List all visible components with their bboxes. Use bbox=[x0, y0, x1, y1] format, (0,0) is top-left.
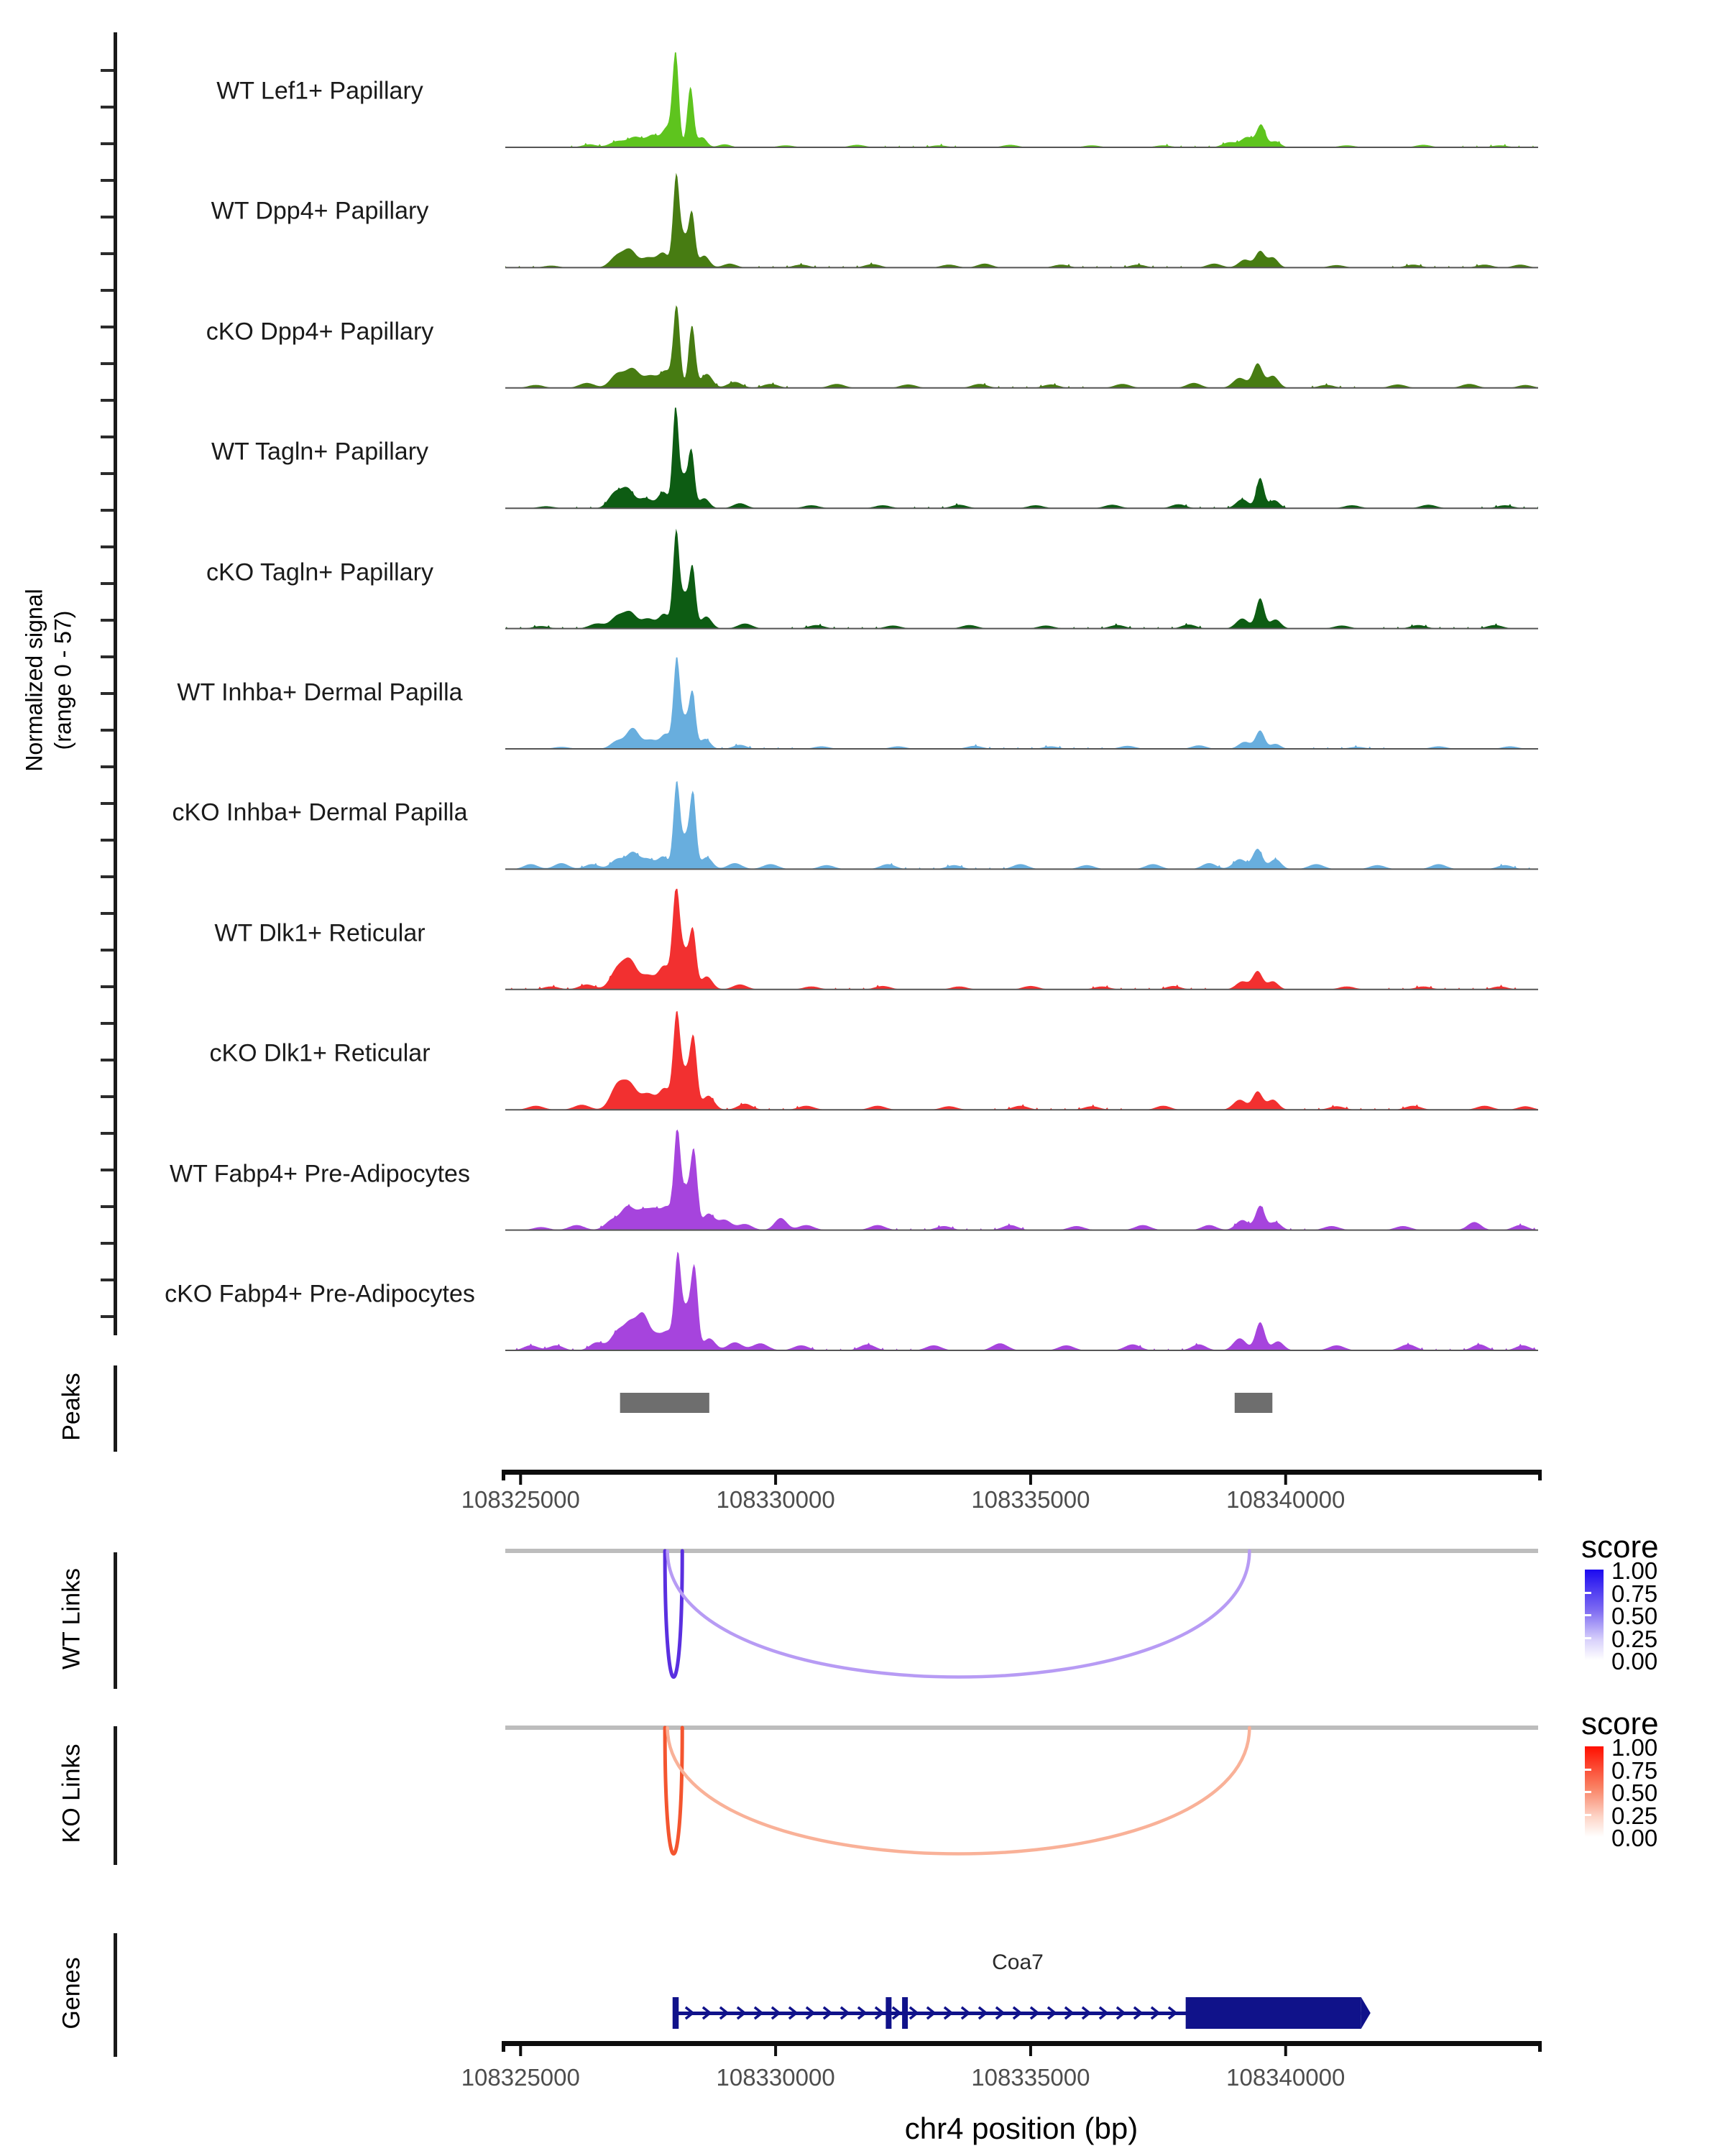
coverage-axis-tick bbox=[101, 326, 114, 328]
coverage-axis-tick bbox=[101, 509, 114, 512]
legend-tick-label: 0.50 bbox=[1611, 1603, 1658, 1629]
track-label-5: cKO Tagln+ Papillary bbox=[206, 558, 433, 586]
coverage-axis-tick bbox=[101, 985, 114, 988]
coverage-axis-tick bbox=[101, 252, 114, 255]
track-label-4: WT Tagln+ Papillary bbox=[211, 438, 429, 466]
link-arc-2 bbox=[668, 1728, 1250, 1854]
x-axis-endcap bbox=[1538, 2041, 1542, 2052]
gene-exon-tick bbox=[673, 1997, 679, 2029]
ko-legend-colorbar bbox=[1585, 1746, 1604, 1837]
peak-rect-1 bbox=[620, 1393, 709, 1413]
x-axis-tick bbox=[519, 2046, 522, 2056]
x-axis-bar bbox=[502, 2041, 1542, 2046]
coverage-area-9 bbox=[505, 1011, 1538, 1110]
link-arc-1 bbox=[665, 1728, 682, 1854]
x-axis-tick bbox=[1029, 1475, 1032, 1485]
x-axis-endcap bbox=[502, 2041, 505, 2052]
coverage-axis-tick bbox=[101, 1059, 114, 1061]
coverage-axis-tick bbox=[101, 692, 114, 695]
coverage-axis-tick bbox=[101, 839, 114, 842]
gene-utr-box bbox=[1186, 1997, 1361, 2029]
coverage-axis-tick bbox=[101, 179, 114, 182]
x-tick-label: 108325000 bbox=[461, 1486, 580, 1513]
x-axis-tick bbox=[519, 1475, 522, 1485]
coverage-axis-tick bbox=[101, 69, 114, 72]
y-axis-label-line1: Normalized signal bbox=[21, 589, 47, 772]
coverage-axis-tick bbox=[101, 1315, 114, 1318]
coverage-axis-tick bbox=[101, 765, 114, 768]
gene-strand-arrow-tip bbox=[1361, 1997, 1371, 2029]
coverage-axis-tick bbox=[101, 399, 114, 402]
legend-tick-label: 0.50 bbox=[1611, 1779, 1658, 1806]
legend-tick-mark bbox=[1585, 1814, 1591, 1816]
wt-legend-colorbar bbox=[1585, 1570, 1604, 1660]
x-axis-tick bbox=[1029, 2046, 1032, 2056]
coverage-axis-tick bbox=[101, 729, 114, 732]
x-axis-tick bbox=[774, 2046, 777, 2056]
panel-label-peaks: Peaks bbox=[58, 1373, 86, 1441]
coverage-area-3 bbox=[505, 305, 1538, 388]
coverage-axis-tick bbox=[101, 545, 114, 548]
x-tick-label: 108340000 bbox=[1226, 2064, 1346, 2091]
legend-tick-label: 0.75 bbox=[1611, 1580, 1658, 1607]
coverage-area-4 bbox=[505, 407, 1538, 508]
coverage-area-1 bbox=[505, 52, 1538, 147]
peaks-panel-spine bbox=[114, 1365, 117, 1452]
coverage-area-8 bbox=[505, 889, 1538, 990]
ko-links-panel-spine bbox=[114, 1726, 117, 1865]
link-arc-2 bbox=[668, 1551, 1250, 1677]
coverage-axis-tick bbox=[101, 619, 114, 622]
wt-links-panel-spine bbox=[114, 1552, 117, 1689]
x-axis-endcap bbox=[502, 1470, 505, 1480]
coverage-axis-spine bbox=[114, 32, 117, 1335]
x-axis-title: chr4 position (bp) bbox=[904, 2111, 1138, 2145]
legend-tick-mark bbox=[1585, 1637, 1591, 1639]
coverage-axis-tick bbox=[101, 472, 114, 475]
legend-tick-mark bbox=[1585, 1592, 1591, 1594]
x-tick-label: 108330000 bbox=[716, 2064, 835, 2091]
coverage-axis-tick bbox=[101, 582, 114, 585]
track-label-2: WT Dpp4+ Papillary bbox=[211, 197, 429, 225]
coverage-axis-tick bbox=[101, 362, 114, 365]
coverage-area-2 bbox=[505, 173, 1538, 268]
coverage-axis-tick bbox=[101, 949, 114, 952]
coverage-axis-tick bbox=[101, 1132, 114, 1135]
track-label-9: cKO Dlk1+ Reticular bbox=[209, 1039, 431, 1067]
panel-label-ko-links: KO Links bbox=[58, 1743, 86, 1843]
coverage-area-10 bbox=[505, 1130, 1538, 1230]
coverage-axis-tick bbox=[101, 1205, 114, 1208]
wt-legend-title: score bbox=[1581, 1529, 1659, 1565]
coverage-axis-tick bbox=[101, 655, 114, 658]
gene-name: Coa7 bbox=[992, 1950, 1044, 1974]
coverage-area-5 bbox=[505, 529, 1538, 629]
coverage-area-7 bbox=[505, 781, 1538, 869]
coverage-axis-tick bbox=[101, 216, 114, 218]
coverage-axis-tick bbox=[101, 289, 114, 292]
x-tick-label: 108335000 bbox=[971, 2064, 1090, 2091]
x-tick-label: 108330000 bbox=[716, 1486, 835, 1513]
coverage-axis-tick bbox=[101, 142, 114, 145]
x-axis-tick bbox=[1284, 2046, 1287, 2056]
genes-panel-spine bbox=[114, 1933, 117, 2057]
coverage-axis-tick bbox=[101, 1242, 114, 1245]
legend-tick-label: 0.00 bbox=[1611, 1825, 1658, 1851]
peak-rect-2 bbox=[1235, 1393, 1273, 1413]
y-axis-label-line2: (range 0 - 57) bbox=[50, 610, 76, 750]
gene-exon-tick bbox=[902, 1997, 908, 2029]
legend-tick-label: 0.25 bbox=[1611, 1802, 1658, 1829]
x-tick-label: 108340000 bbox=[1226, 1486, 1346, 1513]
coverage-axis-tick bbox=[101, 912, 114, 915]
coverage-axis-tick bbox=[101, 436, 114, 438]
x-tick-label: 108335000 bbox=[971, 1486, 1090, 1513]
legend-tick-label: 0.00 bbox=[1611, 1648, 1658, 1674]
legend-tick-mark bbox=[1585, 1769, 1591, 1771]
legend-tick-mark bbox=[1585, 1791, 1591, 1793]
x-axis-bar bbox=[502, 1470, 1542, 1475]
legend-tick-label: 0.25 bbox=[1611, 1625, 1658, 1652]
panel-label-wt-links: WT Links bbox=[58, 1567, 86, 1670]
legend-tick-label: 1.00 bbox=[1611, 1734, 1658, 1761]
x-axis-endcap bbox=[1538, 1470, 1542, 1480]
track-label-11: cKO Fabp4+ Pre-Adipocytes bbox=[165, 1280, 475, 1308]
track-label-8: WT Dlk1+ Reticular bbox=[214, 919, 426, 947]
gene-exon-tick bbox=[886, 1997, 891, 2029]
ko-legend-title: score bbox=[1581, 1706, 1659, 1741]
coverage-area-6 bbox=[505, 658, 1538, 749]
x-tick-label: 108325000 bbox=[461, 2064, 580, 2091]
legend-tick-label: 1.00 bbox=[1611, 1557, 1658, 1584]
coverage-axis-tick bbox=[101, 1279, 114, 1281]
coverage-axis-tick bbox=[101, 1022, 114, 1025]
coverage-axis-tick bbox=[101, 1169, 114, 1171]
track-label-7: cKO Inhba+ Dermal Papilla bbox=[172, 798, 468, 826]
coverage-area-11 bbox=[505, 1252, 1538, 1350]
track-label-3: cKO Dpp4+ Papillary bbox=[206, 318, 434, 346]
track-label-6: WT Inhba+ Dermal Papilla bbox=[177, 678, 463, 706]
panel-label-genes: Genes bbox=[58, 1957, 86, 2030]
legend-tick-label: 0.75 bbox=[1611, 1756, 1658, 1784]
coverage-axis-tick bbox=[101, 802, 114, 805]
coverage-axis-tick bbox=[101, 1095, 114, 1098]
track-label-1: WT Lef1+ Papillary bbox=[216, 77, 423, 105]
x-axis-tick bbox=[1284, 1475, 1287, 1485]
legend-tick-mark bbox=[1585, 1614, 1591, 1616]
x-axis-tick bbox=[774, 1475, 777, 1485]
track-label-10: WT Fabp4+ Pre-Adipocytes bbox=[170, 1160, 470, 1188]
coverage-axis-tick bbox=[101, 106, 114, 109]
link-arc-1 bbox=[665, 1551, 682, 1677]
coverage-axis-tick bbox=[101, 875, 114, 878]
